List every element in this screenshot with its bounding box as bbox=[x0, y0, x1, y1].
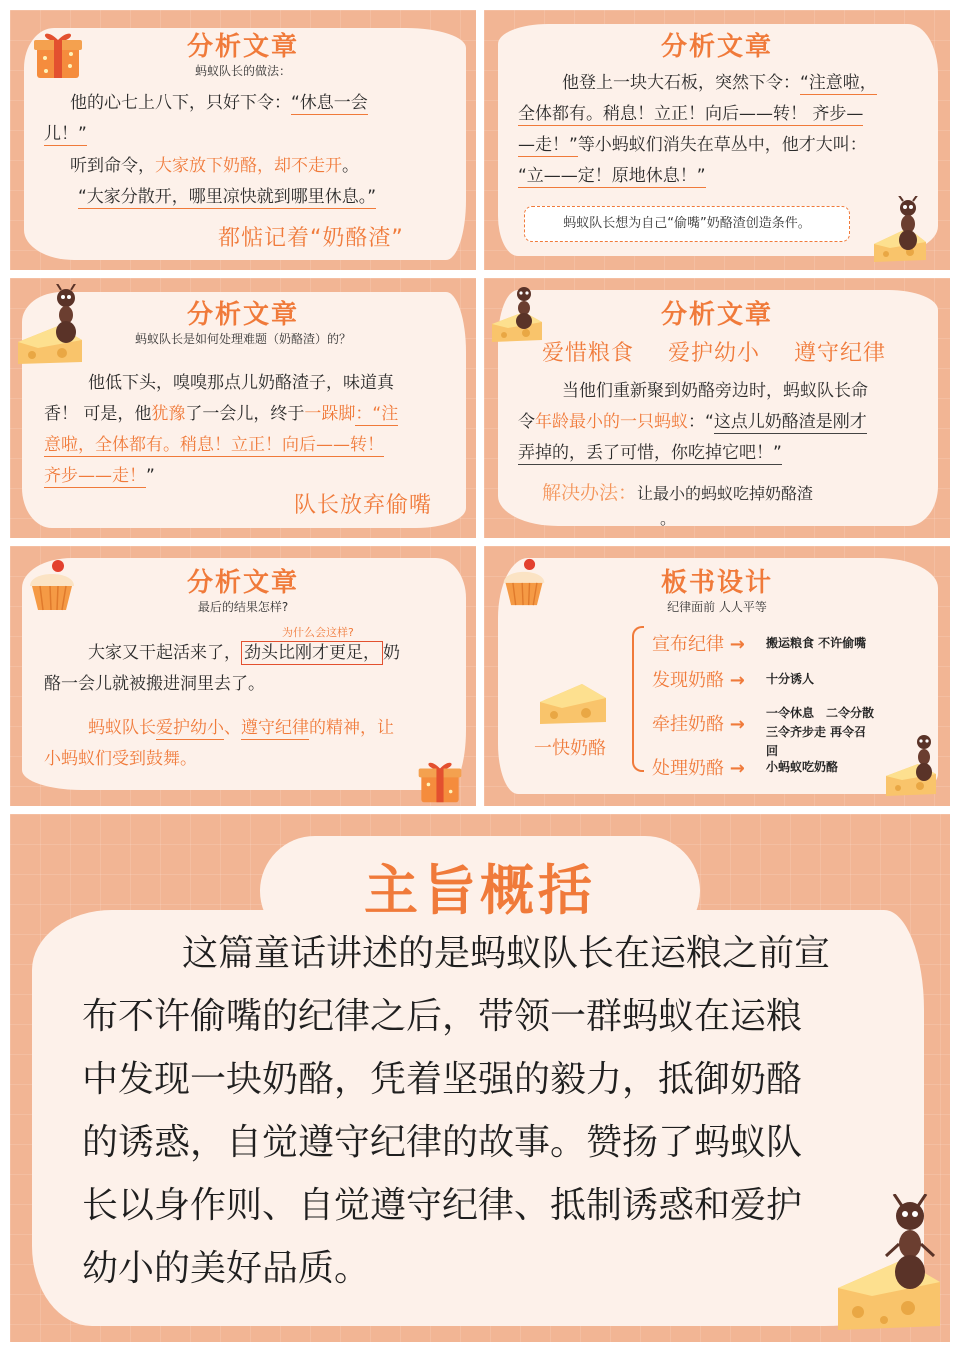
text-run: 当他们重新聚到奶酪旁边时，蚂蚁队长命 bbox=[562, 381, 868, 401]
slide-6 bbox=[484, 546, 950, 806]
slide-title: 分析文章 bbox=[186, 32, 299, 62]
paragraph-line bbox=[562, 376, 868, 407]
slide-title: 分析文章 bbox=[660, 300, 773, 330]
slide-subtitle: 蚂蚁队长的做法： bbox=[194, 64, 291, 78]
quote-text: “大家分散开，哪里凉快就到哪里休息。” bbox=[78, 187, 377, 207]
paragraph-line bbox=[44, 744, 197, 775]
hint-text: 为什么会这样? bbox=[282, 626, 354, 639]
text-run: 小蚂蚁们受到鼓舞。 bbox=[44, 749, 197, 769]
slide-title: 主旨概括 bbox=[364, 859, 596, 922]
solution-text: 让最小的蚂蚁吃掉奶酪渣 bbox=[637, 484, 814, 503]
slide-7 bbox=[10, 814, 950, 1342]
paragraph-line bbox=[518, 407, 867, 438]
ant-icon bbox=[880, 1194, 940, 1294]
arrow-icon: → bbox=[729, 714, 745, 735]
text-run: 等小蚂蚁们消失在草丛中，他才大叫： bbox=[577, 135, 867, 155]
center-label: 一快奶酪 bbox=[534, 738, 606, 759]
text-run: ：“ bbox=[688, 412, 714, 432]
slide-5 bbox=[10, 546, 476, 806]
text-run: 的精神，让 bbox=[309, 718, 394, 738]
solution-label: 解决办法： bbox=[542, 482, 638, 504]
gift-icon bbox=[416, 756, 464, 804]
solution-end: 。 bbox=[660, 509, 677, 528]
quote-text: —走！” bbox=[518, 135, 578, 155]
paragraph-line bbox=[70, 151, 359, 182]
highlight-text: 年龄最小的一只蚂蚁 bbox=[535, 412, 688, 432]
text-run: 。 bbox=[342, 156, 359, 176]
summary-paragraph bbox=[82, 922, 830, 1300]
summary-line: 这篇童话讲述的是蚂蚁队长在运粮之前宣 bbox=[182, 933, 831, 974]
board-item-label: 发现奶酪 bbox=[652, 670, 724, 691]
cheese-icon bbox=[536, 680, 610, 728]
highlight-text: 犹豫 bbox=[151, 404, 186, 424]
boxed-text: 劲头比刚才更足， bbox=[241, 641, 383, 665]
highlight-text: 大家放下奶酪，却不走开 bbox=[155, 156, 342, 176]
tag-label: 爱护幼小 bbox=[668, 341, 761, 366]
board-item bbox=[652, 710, 745, 736]
quote-text: “休息一会 bbox=[291, 93, 368, 113]
paragraph-line bbox=[44, 119, 87, 150]
slide-subtitle: 蚂蚁队长是如何处理难题（奶酪渣）的？ bbox=[134, 332, 351, 346]
tag-label: 遵守纪律 bbox=[794, 341, 887, 366]
paragraph-line bbox=[88, 713, 394, 744]
paragraph-line bbox=[44, 430, 384, 461]
text-run: 听到命令， bbox=[70, 156, 155, 176]
slide-title: 分析文章 bbox=[186, 568, 299, 598]
board-item bbox=[652, 630, 745, 656]
paragraph-line bbox=[518, 161, 706, 192]
highlight-text: 一跺脚 bbox=[304, 404, 356, 424]
text-run: 大家又干起活来了， bbox=[88, 643, 241, 663]
highlight-text: 爱护幼小 bbox=[156, 718, 224, 738]
board-item-label: 牵挂奶酪 bbox=[652, 714, 724, 735]
ant-icon bbox=[908, 732, 940, 782]
highlight-text: 遵守纪律 bbox=[241, 718, 309, 738]
text-run: ” bbox=[146, 466, 155, 486]
paragraph-line bbox=[44, 461, 155, 492]
quote-text: 意啦，全体都有。稍息！立正！向后——转！ bbox=[44, 435, 384, 455]
quote-text: 弄掉的，丢了可惜，你吃掉它吧！” bbox=[518, 443, 782, 463]
slide-subtitle: 最后的结果怎样? bbox=[197, 600, 289, 614]
quote-text: ：“注 bbox=[355, 404, 399, 424]
board-note: 小蚂蚁吃奶酪 bbox=[766, 760, 839, 774]
summary-line: 布不许偷嘴的纪律之后，带领一群蚂蚁在运粮 bbox=[82, 996, 803, 1037]
ant-icon bbox=[888, 196, 928, 252]
arrow-icon: → bbox=[729, 634, 745, 655]
paragraph-line bbox=[88, 638, 400, 669]
slide-title: 板书设计 bbox=[660, 568, 773, 598]
paragraph-line bbox=[518, 438, 782, 469]
text-run: 他的心七上八下，只好下令： bbox=[70, 93, 291, 113]
slide-2 bbox=[484, 10, 950, 270]
text-run: 酪一会儿就被搬进洞里去了。 bbox=[44, 674, 265, 694]
slide-title: 分析文章 bbox=[660, 32, 773, 62]
paragraph-line bbox=[70, 88, 368, 119]
text-run: 他低下头，嗅嗅那点儿奶酪渣子，味道真 bbox=[88, 373, 394, 393]
board-item-label: 宣布纪律 bbox=[652, 634, 724, 655]
quote-text: 全体都有。稍息！立正！向后——转！ 齐步— bbox=[518, 104, 864, 124]
conclusion-text: 都惦记着“奶酪渣” bbox=[218, 226, 404, 251]
paragraph-line bbox=[78, 182, 376, 213]
summary-line: 幼小的美好品质。 bbox=[82, 1248, 371, 1289]
summary-line: 长以身作则、自觉遵守纪律、抵制诱惑和爱护 bbox=[82, 1185, 803, 1226]
text-run: 了一会儿，终于 bbox=[185, 404, 305, 424]
paragraph-line bbox=[562, 68, 877, 99]
quote-text: 齐步——走！ bbox=[44, 466, 146, 486]
slide-1 bbox=[10, 10, 476, 270]
paragraph-line bbox=[44, 669, 265, 700]
arrow-icon: → bbox=[729, 758, 745, 779]
conclusion-text: 队长放弃偷嘴 bbox=[294, 493, 433, 518]
paragraph-line bbox=[518, 130, 867, 161]
solution-row bbox=[542, 478, 813, 505]
paragraph-line bbox=[44, 399, 398, 430]
quote-text: 这点儿奶酪渣是刚才 bbox=[713, 412, 867, 432]
text-run: 蚂蚁队长 bbox=[88, 718, 156, 738]
callout-text: 蚂蚁队长想为自己“偷嘴”奶酪渣创造条件。 bbox=[563, 216, 811, 231]
text-run: 奶 bbox=[383, 643, 400, 663]
text-run: 他登上一块大石板，突然下令： bbox=[562, 73, 800, 93]
brace-line bbox=[632, 626, 644, 772]
quote-text: 儿！” bbox=[44, 124, 87, 144]
board-note: 一令休息 二令分散 三令齐步走 再令召 回 bbox=[766, 706, 875, 758]
slide-3 bbox=[10, 278, 476, 538]
quote-text: “立——定！原地休息！” bbox=[518, 166, 706, 186]
text-run: 香！ 可是，他 bbox=[44, 404, 152, 424]
board-item bbox=[652, 666, 745, 692]
summary-line: 中发现一块奶酪，凭着坚强的毅力，抵御奶酪 bbox=[82, 1059, 803, 1100]
text-run: 、 bbox=[224, 718, 241, 738]
board-item bbox=[652, 754, 745, 780]
slide-subtitle: 纪律面前 人人平等 bbox=[667, 600, 767, 614]
board-item-label: 处理奶酪 bbox=[652, 758, 724, 779]
slide-title: 分析文章 bbox=[186, 300, 299, 330]
board-note: 十分诱人 bbox=[766, 672, 815, 686]
board-note: 搬运粮食 不许偷嘴 bbox=[766, 636, 867, 650]
arrow-icon: → bbox=[729, 670, 745, 691]
text-run: 令 bbox=[518, 412, 535, 432]
paragraph-line bbox=[518, 99, 863, 130]
slide-4 bbox=[484, 278, 950, 538]
tag-label: 爱惜粮食 bbox=[542, 341, 635, 366]
paragraph-line bbox=[88, 368, 394, 399]
summary-line: 的诱惑，自觉遵守纪律的故事。赞扬了蚂蚁队 bbox=[82, 1122, 803, 1163]
callout-box bbox=[524, 206, 850, 242]
quote-text: “注意啦， bbox=[800, 73, 877, 93]
